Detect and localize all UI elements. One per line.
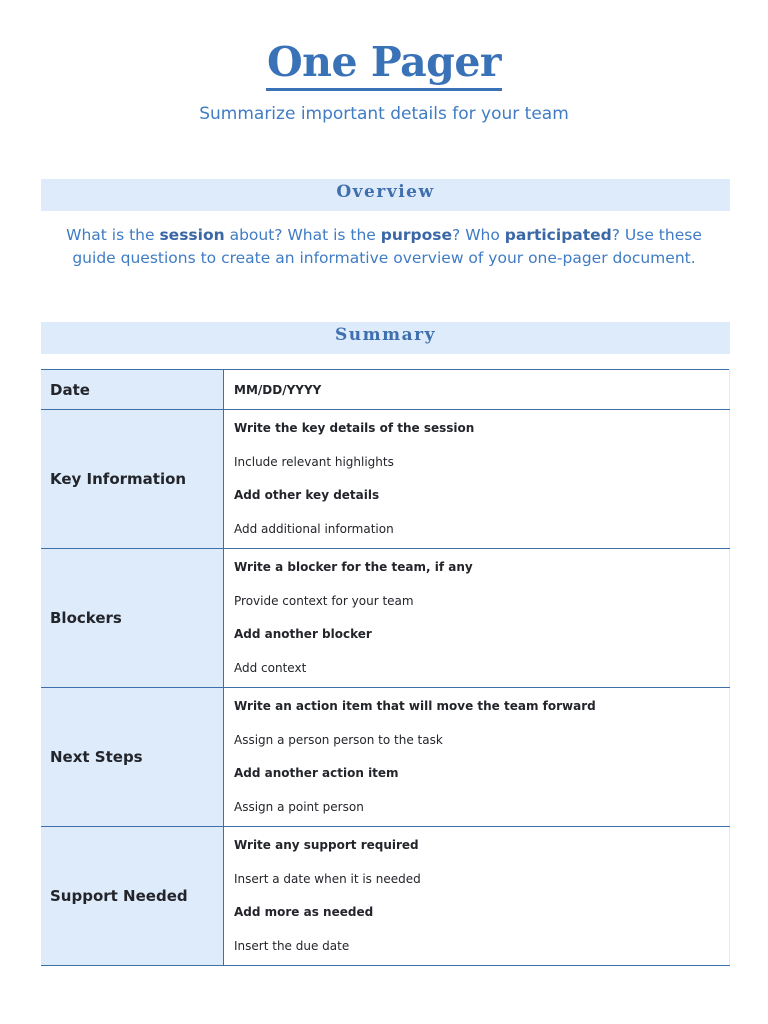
list-item: Include relevant highlights bbox=[234, 454, 394, 469]
summary-heading: Summary bbox=[41, 322, 730, 354]
table-row-next-steps bbox=[41, 688, 730, 827]
table-row-blockers bbox=[41, 549, 730, 688]
list-item: Insert the due date bbox=[234, 938, 350, 953]
blockers-label: Blockers bbox=[41, 549, 224, 688]
page-subtitle: Summarize important details for your team bbox=[199, 104, 569, 124]
summary-table bbox=[41, 369, 730, 966]
page-title bbox=[0, 36, 768, 91]
list-item: Insert a date when it is needed bbox=[234, 871, 421, 886]
list-item: Write the key details of the session bbox=[234, 421, 475, 435]
list-item: Write any support required bbox=[234, 838, 419, 852]
list-item: Assign a point person bbox=[234, 799, 364, 814]
key-information-label: Key Information bbox=[41, 410, 224, 549]
overview-text bbox=[44, 224, 724, 270]
list-item: Write a blocker for the team, if any bbox=[234, 560, 473, 574]
list-item: Write an action item that will move the team forward bbox=[234, 699, 596, 713]
overview-keyword-purpose: purpose bbox=[380, 226, 453, 244]
list-item: Assign a person person to the task bbox=[234, 732, 443, 747]
overview-text-part: about? What is the bbox=[224, 226, 381, 244]
overview-text-part: ? Use these guide questions to create an informative overview of your one-pager document. bbox=[72, 226, 702, 267]
support-needed-label: Support Needed bbox=[41, 827, 224, 966]
support-needed-content[interactable] bbox=[224, 827, 730, 966]
table-row-key-information bbox=[41, 410, 730, 549]
overview-keyword-session: session bbox=[159, 226, 225, 244]
key-information-content[interactable] bbox=[224, 410, 730, 549]
list-item: Add more as needed bbox=[234, 905, 374, 919]
page-title-text: One Pager bbox=[266, 36, 502, 91]
table-row-support-needed bbox=[41, 827, 730, 966]
list-item: Add context bbox=[234, 660, 307, 675]
list-item: Add another blocker bbox=[234, 627, 372, 641]
overview-text-part: What is the bbox=[66, 226, 160, 244]
date-label: Date bbox=[41, 370, 224, 410]
overview-heading: Overview bbox=[41, 179, 730, 211]
list-item: Add additional information bbox=[234, 521, 394, 536]
date-value[interactable]: MM/DD/YYYY bbox=[224, 370, 730, 410]
list-item: Add other key details bbox=[234, 488, 380, 502]
next-steps-label: Next Steps bbox=[41, 688, 224, 827]
overview-keyword-participated: participated bbox=[504, 226, 612, 244]
table-row-date bbox=[41, 370, 730, 410]
blockers-content[interactable] bbox=[224, 549, 730, 688]
list-item: Provide context for your team bbox=[234, 593, 414, 608]
list-item: Add another action item bbox=[234, 766, 399, 780]
next-steps-content[interactable] bbox=[224, 688, 730, 827]
overview-text-part: ? Who bbox=[452, 226, 505, 244]
